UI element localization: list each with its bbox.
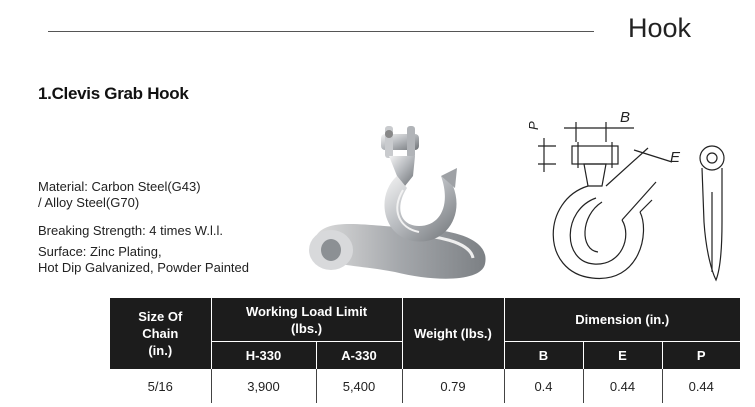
subheader-e: E: [583, 342, 662, 370]
table-row: [110, 369, 740, 403]
dimension-label-p: P: [526, 121, 541, 130]
cell-weight: 0.79: [402, 369, 504, 403]
surface-line-1: Surface: Zinc Plating,: [38, 244, 162, 259]
subheader-h330: H-330: [211, 342, 316, 370]
subheader-p: P: [662, 342, 740, 370]
hook-side-view: [553, 142, 656, 278]
header-dimension: Dimension (in.): [504, 298, 740, 342]
product-photo: [285, 76, 517, 290]
technical-drawing: [522, 102, 752, 292]
cell-b: 0.4: [504, 369, 583, 403]
material-line-2: / Alloy Steel(G70): [38, 195, 140, 210]
table-header-row: [110, 298, 740, 342]
breaking-strength-spec: Breaking Strength: 4 times W.l.l.: [38, 223, 223, 238]
surface-spec: [38, 244, 249, 276]
dimension-label-e: E: [670, 149, 681, 166]
surface-line-2: Hot Dip Galvanized, Powder Painted: [38, 260, 250, 275]
subheader-a330: A-330: [316, 342, 402, 370]
cell-h330: 3,900: [211, 369, 316, 403]
header-size-of-chain: Size Of Chain (in.): [110, 298, 211, 369]
material-line-1: Material: Carbon Steel(G43): [38, 179, 201, 194]
section-title: Hook: [628, 13, 692, 43]
cell-p: 0.44: [662, 369, 740, 403]
header-weight: Weight (lbs.): [402, 298, 504, 369]
cell-size: 5/16: [147, 378, 173, 394]
spec-table: [110, 298, 740, 403]
cell-a330: 5,400: [316, 369, 402, 403]
header-working-load-limit: Working Load Limit (lbs.): [211, 298, 402, 342]
dimension-label-b: B: [620, 109, 631, 126]
cell-e: 0.44: [583, 369, 662, 403]
material-spec: [38, 179, 201, 211]
hook-front-view: [700, 146, 724, 280]
front-hook-shape: [381, 126, 457, 242]
header-rule: [48, 31, 594, 32]
product-heading: 1.Clevis Grab Hook: [38, 84, 189, 103]
subheader-b: B: [504, 342, 583, 370]
